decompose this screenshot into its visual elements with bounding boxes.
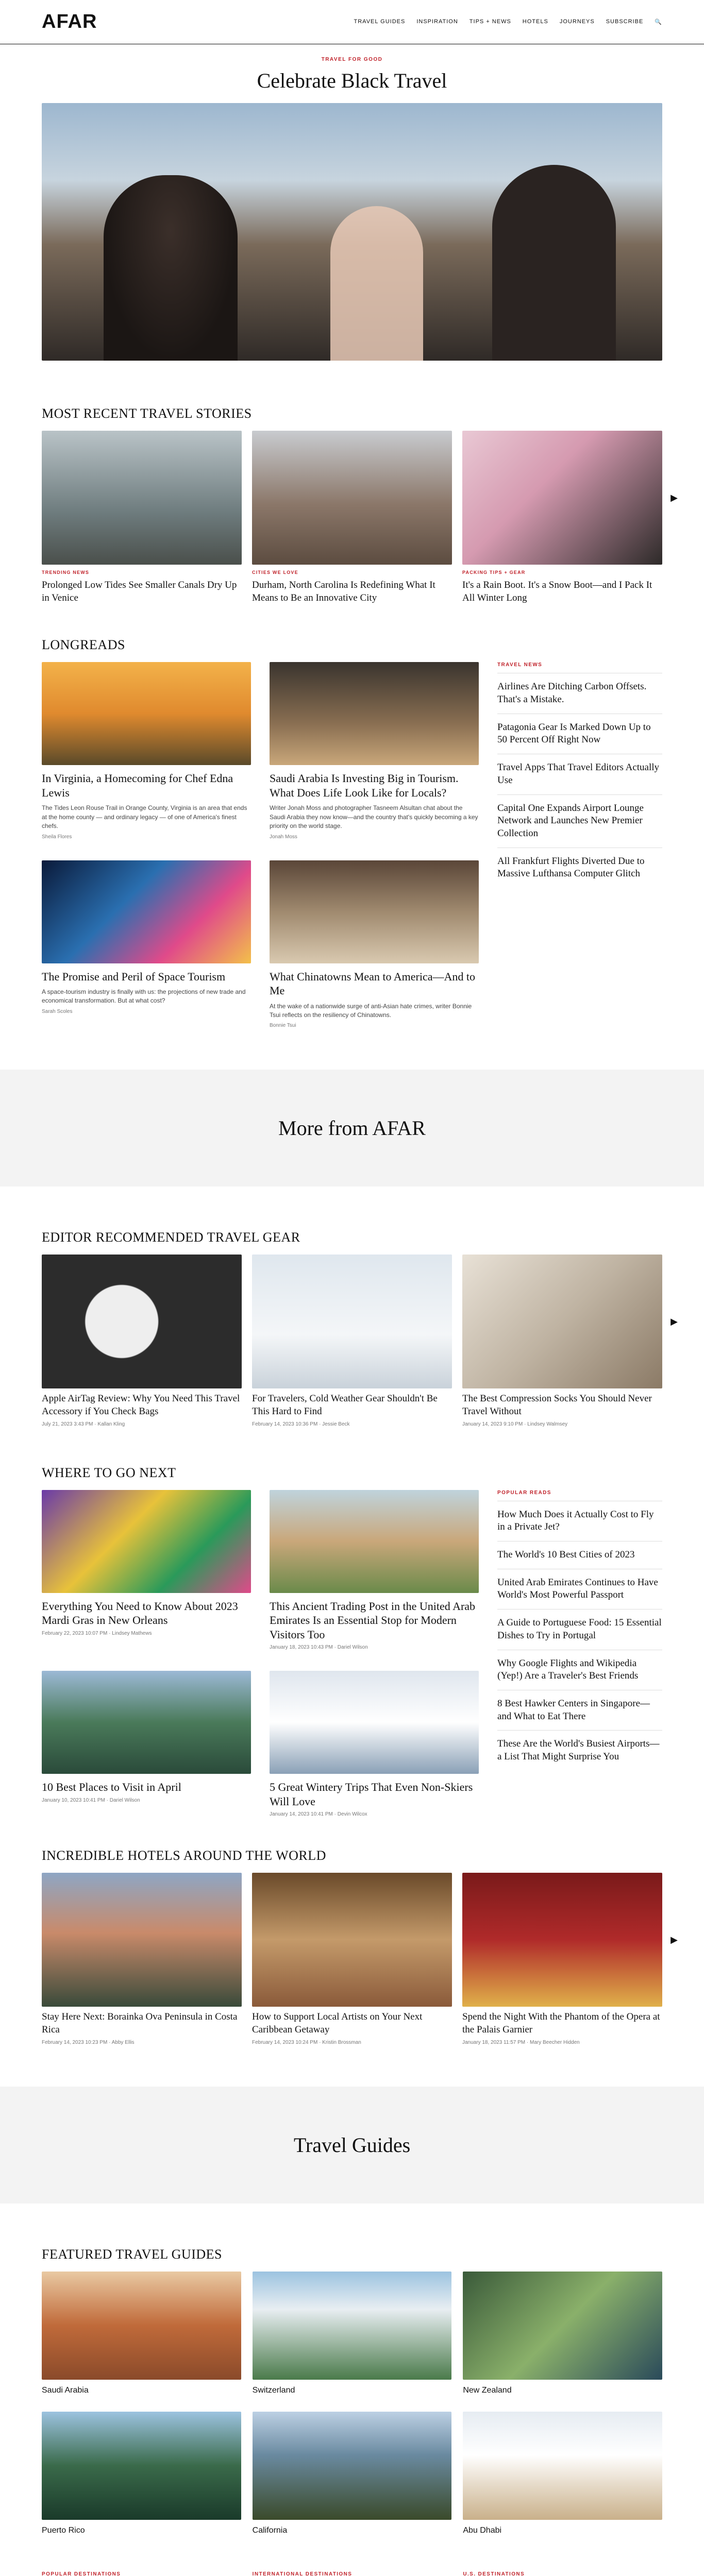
story-card[interactable] — [42, 431, 242, 604]
hotel-image[interactable] — [42, 1873, 242, 2007]
recent-section-title: MOST RECENT TRAVEL STORIES — [42, 406, 252, 421]
longread-image[interactable] — [42, 860, 251, 963]
guide-name[interactable]: California — [252, 2526, 288, 2535]
where-title[interactable]: Everything You Need to Know About 2023 Mardi Gras in New Orleans — [42, 1599, 238, 1627]
longreads-section — [42, 662, 662, 1028]
longread-item[interactable] — [270, 860, 479, 1029]
story-card[interactable] — [252, 431, 452, 604]
hotel-title[interactable]: How to Support Local Artists on Your Next Caribbean Getaway — [252, 2011, 423, 2035]
hero-title[interactable]: Celebrate Black Travel — [257, 69, 447, 92]
sidebar-item[interactable]: All Frankfurt Flights Diverted Due to Massive Lufthansa Computer Glitch — [497, 848, 662, 888]
travel-news-sidebar — [497, 662, 662, 1028]
gear-image[interactable] — [252, 1255, 452, 1388]
longreads-section-title: LONGREADS — [42, 637, 125, 653]
story-card[interactable] — [462, 431, 662, 604]
guide-name[interactable]: Switzerland — [252, 2385, 295, 2395]
where-title[interactable]: 10 Best Places to Visit in April — [42, 1781, 181, 1794]
hero — [42, 44, 662, 361]
where-meta: January 14, 2023 10:41 PM · Devin Wilcox — [270, 1811, 367, 1818]
hotels-row — [42, 1873, 678, 2045]
guide-name[interactable]: Saudi Arabia — [42, 2385, 89, 2395]
sidebar-item[interactable]: Capital One Expands Airport Lounge Network and Launches New Premier Collection — [497, 794, 662, 848]
gear-meta: February 14, 2023 10:36 PM · Jessie Beck — [252, 1421, 350, 1427]
where-item[interactable] — [42, 1671, 251, 1817]
story-title[interactable]: Prolonged Low Tides See Smaller Canals Dry Up in Venice — [42, 580, 237, 603]
gear-section-title: EDITOR RECOMMENDED TRAVEL GEAR — [42, 1230, 300, 1245]
gear-title[interactable]: Apple AirTag Review: Why You Need This Travel Accessory if You Check Bags — [42, 1393, 240, 1417]
guide-name[interactable]: Abu Dhabi — [463, 2526, 502, 2535]
where-image[interactable] — [42, 1490, 251, 1593]
guide-card[interactable] — [463, 2412, 662, 2535]
guide-card[interactable] — [463, 2272, 662, 2395]
popular-destinations-title: POPULAR DESTINATIONS — [42, 2571, 121, 2576]
gear-image[interactable] — [462, 1255, 662, 1388]
guide-image[interactable] — [253, 2412, 452, 2520]
story-tag[interactable]: PACKING TIPS + GEAR — [462, 570, 526, 575]
gear-image[interactable] — [42, 1255, 242, 1388]
story-image[interactable] — [42, 431, 242, 565]
longread-image[interactable] — [42, 662, 251, 765]
sidebar-item[interactable]: 8 Best Hawker Centers in Singapore—and What to Eat There — [497, 1690, 662, 1730]
where-meta: January 10, 2023 10:41 PM · Dariel Wilson — [42, 1797, 140, 1803]
longread-desc: Writer Jonah Moss and photographer Tasneem Alsultan chat about the Saudi Arabia they now know—and the country that's quickly becoming a key priority on the world stage. — [270, 804, 478, 830]
us-destinations — [463, 2571, 662, 2576]
sidebar-item[interactable]: United Arab Emirates Continues to Have World's Most Powerful Passport — [497, 1569, 662, 1609]
destinations-lists — [42, 2571, 662, 2576]
guide-card[interactable] — [42, 2272, 241, 2395]
hero-kicker[interactable]: TRAVEL FOR GOOD — [321, 57, 383, 62]
chevron-right-icon[interactable]: ▶ — [671, 493, 678, 503]
hotel-meta: January 18, 2023 11:57 PM · Mary Beecher Hidden — [462, 2039, 580, 2045]
hotel-card[interactable] — [252, 1873, 452, 2045]
longread-title[interactable]: In Virginia, a Homecoming for Chef Edna Lewis — [42, 772, 233, 799]
hotel-image[interactable] — [252, 1873, 452, 2007]
featured-guides-grid — [42, 2272, 662, 2535]
popular-reads-sidebar — [497, 1490, 662, 1818]
guide-image[interactable] — [253, 2272, 452, 2380]
where-section — [42, 1490, 662, 1818]
gear-card[interactable] — [462, 1255, 662, 1427]
chevron-right-icon[interactable]: ▶ — [671, 1935, 678, 1945]
where-meta: February 22, 2023 10:07 PM · Lindsey Mathews — [42, 1630, 152, 1636]
sidebar-title: POPULAR READS — [497, 1489, 551, 1496]
where-image[interactable] — [42, 1671, 251, 1774]
longread-image[interactable] — [270, 860, 479, 963]
hotel-title[interactable]: Spend the Night With the Phantom of the Opera at the Palais Garnier — [462, 2011, 660, 2035]
longread-desc: The Tides Leon Rouse Trail in Orange County, Virginia is an area that ends at the home county — and ordinary legacy — of one of America's finest chefs. — [42, 804, 247, 830]
site-header — [0, 0, 704, 44]
hotel-card[interactable] — [462, 1873, 662, 2045]
where-title[interactable]: 5 Great Wintery Trips That Even Non-Skiers Will Love — [270, 1781, 473, 1808]
where-image[interactable] — [270, 1490, 479, 1593]
international-destinations — [253, 2571, 452, 2576]
sidebar-item[interactable]: Airlines Are Ditching Carbon Offsets. That's a Mistake. — [497, 673, 662, 713]
story-image[interactable] — [462, 431, 662, 565]
longread-item[interactable] — [42, 662, 251, 839]
chevron-right-icon[interactable]: ▶ — [671, 1316, 678, 1327]
nav-hotels[interactable]: HOTELS — [522, 19, 548, 25]
story-tag[interactable]: TRENDING NEWS — [42, 570, 90, 575]
story-title[interactable]: Durham, North Carolina Is Redefining What It Means to Be an Innovative City — [252, 580, 435, 603]
longread-author[interactable]: Sheila Flores — [42, 834, 72, 840]
nav-tips-news[interactable]: TIPS + NEWS — [469, 19, 511, 25]
sidebar-item[interactable]: Patagonia Gear Is Marked Down Up to 50 Percent Off Right Now — [497, 714, 662, 754]
where-title[interactable]: This Ancient Trading Post in the United Arab Emirates Is an Essential Stop for Modern Visitors Too — [270, 1599, 476, 1641]
gear-title[interactable]: The Best Compression Socks You Should Never Travel Without — [462, 1393, 652, 1417]
gear-row — [42, 1255, 678, 1427]
sidebar-item[interactable]: A Guide to Portuguese Food: 15 Essential Dishes to Try in Portugal — [497, 1609, 662, 1649]
more-from-afar-band: More from AFAR — [0, 1070, 704, 1187]
international-destinations-title: INTERNATIONAL DESTINATIONS — [252, 2571, 353, 2576]
guide-image[interactable] — [463, 2412, 662, 2520]
nav-journeys[interactable]: JOURNEYS — [559, 19, 595, 25]
guide-name[interactable]: Puerto Rico — [42, 2526, 85, 2535]
nav-travel-guides[interactable]: TRAVEL GUIDES — [354, 19, 406, 25]
travel-guides-band: Travel Guides — [0, 2087, 704, 2204]
recent-stories-row — [42, 431, 678, 604]
gear-card[interactable] — [42, 1255, 242, 1427]
featured-guides-title: FEATURED TRAVEL GUIDES — [42, 2246, 222, 2262]
nav-subscribe[interactable]: SUBSCRIBE — [606, 19, 644, 25]
us-destinations-title: U.S. DESTINATIONS — [463, 2571, 525, 2576]
hotel-title[interactable]: Stay Here Next: Borainka Ova Peninsula in Costa Rica — [42, 2011, 238, 2035]
longread-item[interactable] — [42, 860, 251, 1029]
guide-card[interactable] — [253, 2412, 452, 2535]
hotels-section-title: INCREDIBLE HOTELS AROUND THE WORLD — [42, 1848, 326, 1863]
longread-desc: At the wake of a nationwide surge of anti-Asian hate crimes, writer Bonnie Tsui reflects on the resiliency of Chinatowns. — [270, 1002, 472, 1019]
gear-title[interactable]: For Travelers, Cold Weather Gear Shouldn't Be This Hard to Find — [252, 1393, 438, 1417]
where-meta: January 18, 2023 10:43 PM · Dariel Wilson — [270, 1645, 368, 1651]
hotel-image[interactable] — [462, 1873, 662, 2007]
gear-card[interactable] — [252, 1255, 452, 1427]
where-item[interactable] — [42, 1490, 251, 1651]
gear-meta: January 14, 2023 9:10 PM · Lindsey Walmsey — [462, 1421, 568, 1427]
longread-title[interactable]: What Chinatowns Mean to America—And to Me — [270, 970, 475, 997]
longread-desc: A space-tourism industry is finally with us: the projections of new trade and economical transformation. But at what cost? — [42, 988, 246, 1005]
where-item[interactable] — [270, 1671, 479, 1817]
longread-image[interactable] — [270, 662, 479, 765]
popular-destinations — [42, 2571, 241, 2576]
guide-image[interactable] — [42, 2412, 241, 2520]
sidebar-item[interactable]: How Much Does it Actually Cost to Fly in a Private Jet? — [497, 1501, 662, 1541]
hotel-meta: February 14, 2023 10:23 PM · Abby Ellis — [42, 2039, 135, 2045]
where-item[interactable] — [270, 1490, 479, 1651]
guide-image[interactable] — [42, 2272, 241, 2380]
hero-image[interactable] — [42, 103, 662, 361]
sidebar-item[interactable]: The World's 10 Best Cities of 2023 — [497, 1541, 662, 1569]
longread-title[interactable]: Saudi Arabia Is Investing Big in Tourism. What Does Life Look Like for Locals? — [270, 772, 459, 799]
hotel-meta: February 14, 2023 10:24 PM · Kristin Brossman — [252, 2039, 361, 2045]
longread-author[interactable]: Bonnie Tsui — [270, 1023, 296, 1029]
where-section-title: WHERE TO GO NEXT — [42, 1465, 176, 1480]
longread-item[interactable] — [270, 662, 479, 839]
longread-author[interactable]: Jonah Moss — [270, 834, 297, 840]
sidebar-item[interactable]: These Are the World's Busiest Airports—a List That Might Surprise You — [497, 1730, 662, 1770]
where-image[interactable] — [270, 1671, 479, 1774]
hotel-card[interactable] — [42, 1873, 242, 2045]
search-icon[interactable]: 🔍 — [655, 19, 662, 25]
main-nav — [354, 19, 662, 25]
story-image[interactable] — [252, 431, 452, 565]
story-tag[interactable]: CITIES WE LOVE — [252, 570, 298, 575]
longread-title[interactable]: The Promise and Peril of Space Tourism — [42, 970, 226, 983]
guide-image[interactable] — [463, 2272, 662, 2380]
longread-author[interactable]: Sarah Scoles — [42, 1008, 73, 1014]
sidebar-item[interactable]: Travel Apps That Travel Editors Actually Use — [497, 754, 662, 794]
nav-inspiration[interactable]: INSPIRATION — [416, 19, 458, 25]
story-title[interactable]: It's a Rain Boot. It's a Snow Boot—and I Pack It All Winter Long — [462, 580, 652, 603]
guide-card[interactable] — [253, 2272, 452, 2395]
guide-name[interactable]: New Zealand — [463, 2385, 512, 2395]
sidebar-item[interactable]: Why Google Flights and Wikipedia (Yep!) Are a Traveler's Best Friends — [497, 1650, 662, 1690]
afar-logo[interactable]: AFAR — [42, 11, 97, 32]
gear-meta: July 21, 2023 3:43 PM · Kallan Kling — [42, 1421, 125, 1427]
guide-card[interactable] — [42, 2412, 241, 2535]
sidebar-title: TRAVEL NEWS — [497, 662, 543, 668]
